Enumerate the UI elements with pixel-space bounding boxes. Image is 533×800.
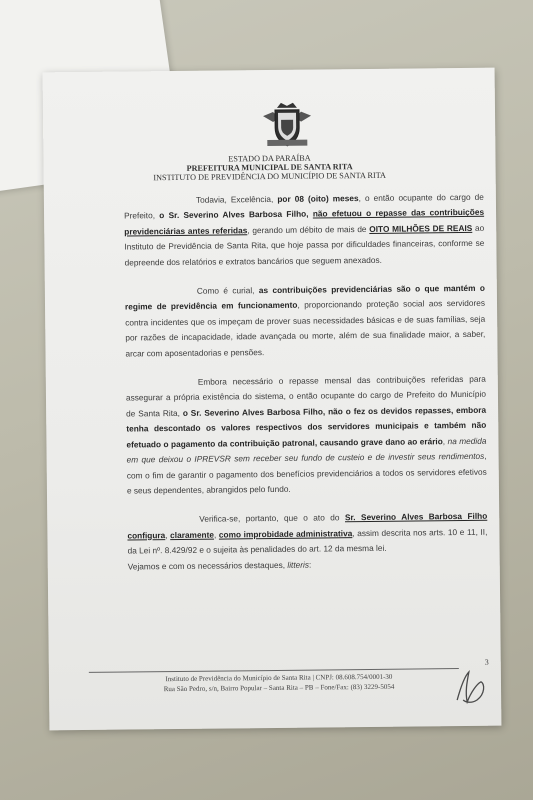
header-institute: INSTITUTO DE PREVIDÊNCIA DO MUNICÍPIO DE SANTA RITA bbox=[153, 170, 386, 183]
paragraph-3: Embora necessário o repasse mensal das contribuições referidas para assegurar a própria existência do sistema, o então ocupante do cargo de Prefeito do Município de Santa Rita, o Sr. Severino Alves Barbosa Filho, não o fez os devidos repasses, embora tenha descontado os valores respectivos dos servidores municipais e também não efetuado o pagamento da contribuição patronal, causando grave dano ao erário, na medida em que deixou o IPREVSR sem receber seu fundo de custeio e de investir seus rendimentos, com o fim de garantir o pagamento dos benefícios previdenciários a todos os servidores efetivos e seus dependentes, abrangidos pelo fundo. bbox=[125, 373, 487, 496]
paragraph-1: Todavia, Excelência, por 08 (oito) meses, o então ocupante do cargo de Prefeito, o Sr. Severino Alves Barbosa Filho, não efetuou o repasse das contribuições previdenciárias antes referidas, gerando um débito de mais de OITO MILHÕES DE REAIS ao Instituto de Previdência de Santa Rita, que hoje passa por dificuldades financeiras, conforme se depreende dos relatórios e extratos bancários que seguem anexados. bbox=[124, 191, 485, 268]
paragraph-4-continuation: Vejamos e com os necessários destaques, litteris: bbox=[127, 559, 312, 572]
footer-line-2: Rua São Pedro, s/n, Bairro Popular – Santa Rita – PB – Fone/Fax: (83) 3229-5054 bbox=[163, 682, 395, 694]
paragraph-4: Verifica-se, portanto, que o ato do Sr. Severino Alves Barbosa Filho configura, claramente, como improbidade administrativa, assim descrita nos arts. 10 e 11, II, da Lei nº. 8.429/92 e o sujeita às penalidades do art. 12 da mesma lei. bbox=[127, 511, 488, 556]
document-page bbox=[43, 68, 502, 731]
footer-line-1: Instituto de Previdência do Município de Santa Rita | CNPJ: 08.608.754/0001-30 bbox=[165, 672, 393, 684]
paragraph-2: Como é curial, as contribuições previdenciárias são o que mantém o regime de previdência em funcionamento, proporcionando proteção social aos servidores contra incidentes que os impeçam de prover suas necessidades básicas e de suas famílias, seja por razões de incapacidade, idade avançada ou morte, além de sua finalidade maior, a saber, arcar com aposentadorias e pensões. bbox=[124, 282, 486, 359]
municipal-coat-of-arms-icon bbox=[259, 102, 315, 151]
handwritten-initials-icon bbox=[451, 666, 491, 706]
page-number: 3 bbox=[484, 657, 489, 667]
header-city-hall: PREFEITURA MUNICIPAL DE SANTA RITA bbox=[186, 162, 353, 173]
document-body bbox=[124, 190, 488, 575]
header-state: ESTADO DA PARAÍBA bbox=[228, 153, 311, 164]
